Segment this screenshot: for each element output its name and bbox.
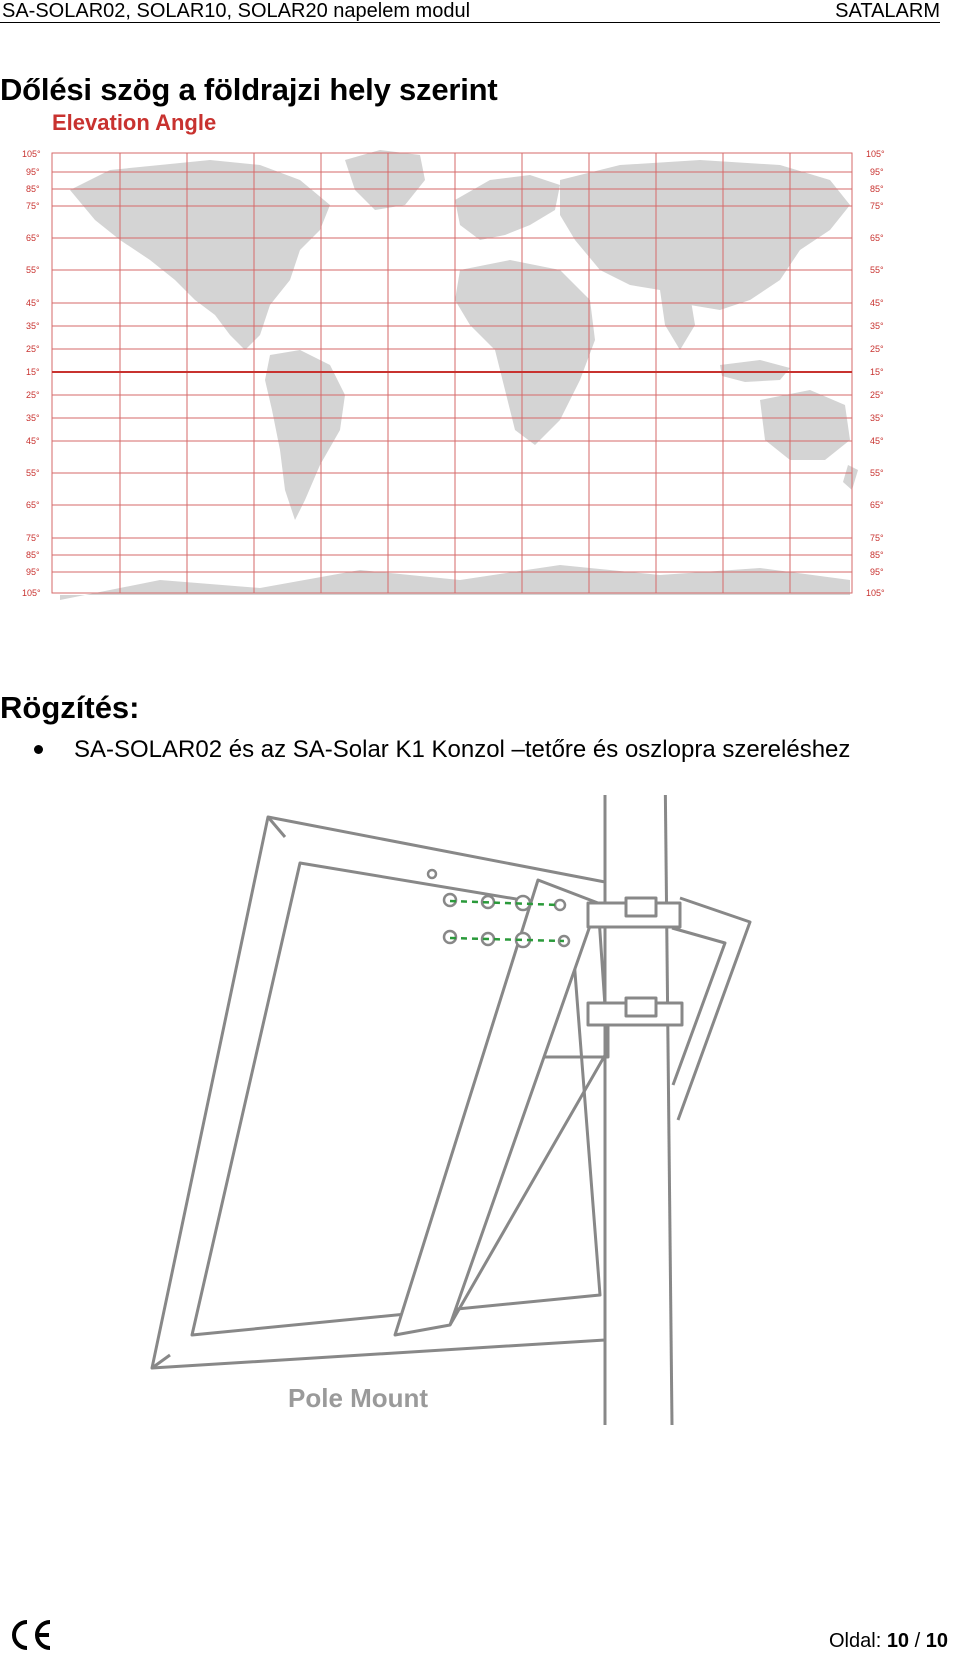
- bullet-text: SA-SOLAR02 és az SA-Solar K1 Konzol –tetőre és oszlopra szereléshez: [74, 736, 851, 763]
- lat-label: 95°: [870, 167, 884, 177]
- map-caption: Elevation Angle: [52, 110, 217, 135]
- page-number: [829, 1630, 948, 1653]
- lat-label: 65°: [26, 233, 40, 243]
- lat-label: 55°: [870, 468, 884, 478]
- header-brand: SATALARM: [835, 0, 940, 22]
- clamp-upper-buckle: [626, 898, 656, 916]
- lat-label: 65°: [870, 233, 884, 243]
- drawing-caption: Pole Mount: [288, 1383, 429, 1413]
- lat-label: 35°: [26, 321, 40, 331]
- lat-label: 85°: [26, 184, 40, 194]
- lat-label: 15°: [870, 367, 884, 377]
- world-land: [60, 150, 858, 600]
- lat-label: 35°: [870, 413, 884, 423]
- page-separator: /: [914, 1630, 921, 1652]
- page-current: 10: [886, 1630, 910, 1652]
- lat-label: 105°: [866, 588, 885, 598]
- lat-label: 75°: [870, 201, 884, 211]
- lat-label: 65°: [870, 500, 884, 510]
- lat-label: 85°: [26, 550, 40, 560]
- lat-label: 45°: [870, 298, 884, 308]
- left-latitude-labels: [22, 149, 41, 598]
- lat-label: 105°: [22, 588, 41, 598]
- lat-label: 85°: [870, 550, 884, 560]
- lat-label: 105°: [866, 149, 885, 159]
- lat-label: 45°: [26, 298, 40, 308]
- lat-label: 75°: [26, 533, 40, 543]
- lat-label: 35°: [26, 413, 40, 423]
- lat-label: 75°: [26, 201, 40, 211]
- ce-mark-icon: [8, 1618, 54, 1652]
- page-total: 10: [925, 1630, 948, 1652]
- lat-label: 55°: [26, 468, 40, 478]
- lat-label: 95°: [26, 167, 40, 177]
- lat-label: 25°: [26, 390, 40, 400]
- lat-label: 25°: [870, 344, 884, 354]
- lat-label: 25°: [870, 390, 884, 400]
- page-label: Oldal:: [829, 1630, 882, 1652]
- lat-label: 55°: [26, 265, 40, 275]
- lat-label: 45°: [870, 436, 884, 446]
- lat-label: 95°: [870, 567, 884, 577]
- elevation-angle-map: [0, 110, 960, 640]
- lat-label: 85°: [870, 184, 884, 194]
- lat-label: 105°: [22, 149, 41, 159]
- pole-right-edge: [665, 795, 672, 1425]
- page-header: [0, 0, 940, 23]
- section-title-mounting: Rögzítés:: [0, 690, 140, 725]
- pole-mount-drawing: [150, 795, 810, 1505]
- clamp-lower-buckle: [626, 998, 656, 1016]
- lat-label: 65°: [26, 500, 40, 510]
- lat-label: 15°: [26, 367, 40, 377]
- lat-label: 95°: [26, 567, 40, 577]
- right-latitude-labels: [866, 149, 885, 598]
- lat-label: 55°: [870, 265, 884, 275]
- section-title-tilt: Dőlési szög a földrajzi hely szerint: [0, 72, 498, 107]
- lat-label: 75°: [870, 533, 884, 543]
- header-title: SA-SOLAR02, SOLAR10, SOLAR20 napelem modul: [2, 0, 471, 22]
- lat-label: 35°: [870, 321, 884, 331]
- lat-label: 25°: [26, 344, 40, 354]
- lat-label: 45°: [26, 436, 40, 446]
- bullet-dot: [34, 745, 43, 754]
